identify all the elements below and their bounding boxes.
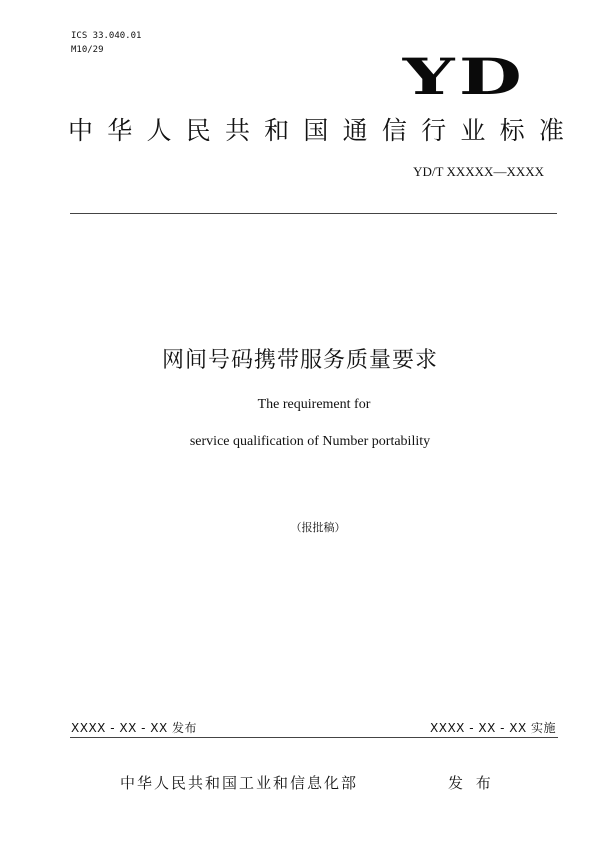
org-char: 行	[421, 116, 447, 145]
yd-logo: YD	[402, 47, 526, 106]
org-char: 标	[499, 116, 525, 145]
standard-number: YD/T XXXXX—XXXX	[413, 164, 544, 179]
implement-date: XXXX - XX - XX 实施	[430, 721, 556, 735]
org-char: 业	[460, 116, 486, 145]
bottom-divider	[70, 737, 558, 738]
organization-title	[68, 114, 564, 148]
org-char: 人	[146, 116, 172, 145]
top-divider	[70, 213, 557, 214]
org-char: 华	[107, 116, 133, 145]
org-char: 国	[303, 116, 329, 145]
publish-date: XXXX - XX - XX 发布	[71, 721, 197, 735]
draft-status: （报批稿）	[290, 521, 346, 534]
org-char: 通	[342, 116, 368, 145]
document-title-english-line1: The requirement for	[257, 397, 371, 412]
org-char: 民	[185, 116, 211, 145]
org-char: 和	[264, 116, 290, 145]
document-title-chinese: 网间号码携带服务质量要求	[161, 348, 438, 373]
document-title-english-line2: service qualification of Number portability	[189, 434, 431, 449]
org-char: 中	[68, 116, 94, 145]
ics-code: ICS 33.040.01	[71, 31, 142, 41]
org-char: 准	[538, 116, 564, 145]
issuing-authority: 中华人民共和国工业和信息化部	[120, 774, 359, 792]
issue-label: 发 布	[448, 774, 495, 792]
org-char: 信	[381, 116, 407, 145]
org-char: 共	[224, 116, 250, 145]
ccs-code: M10/29	[71, 45, 104, 55]
